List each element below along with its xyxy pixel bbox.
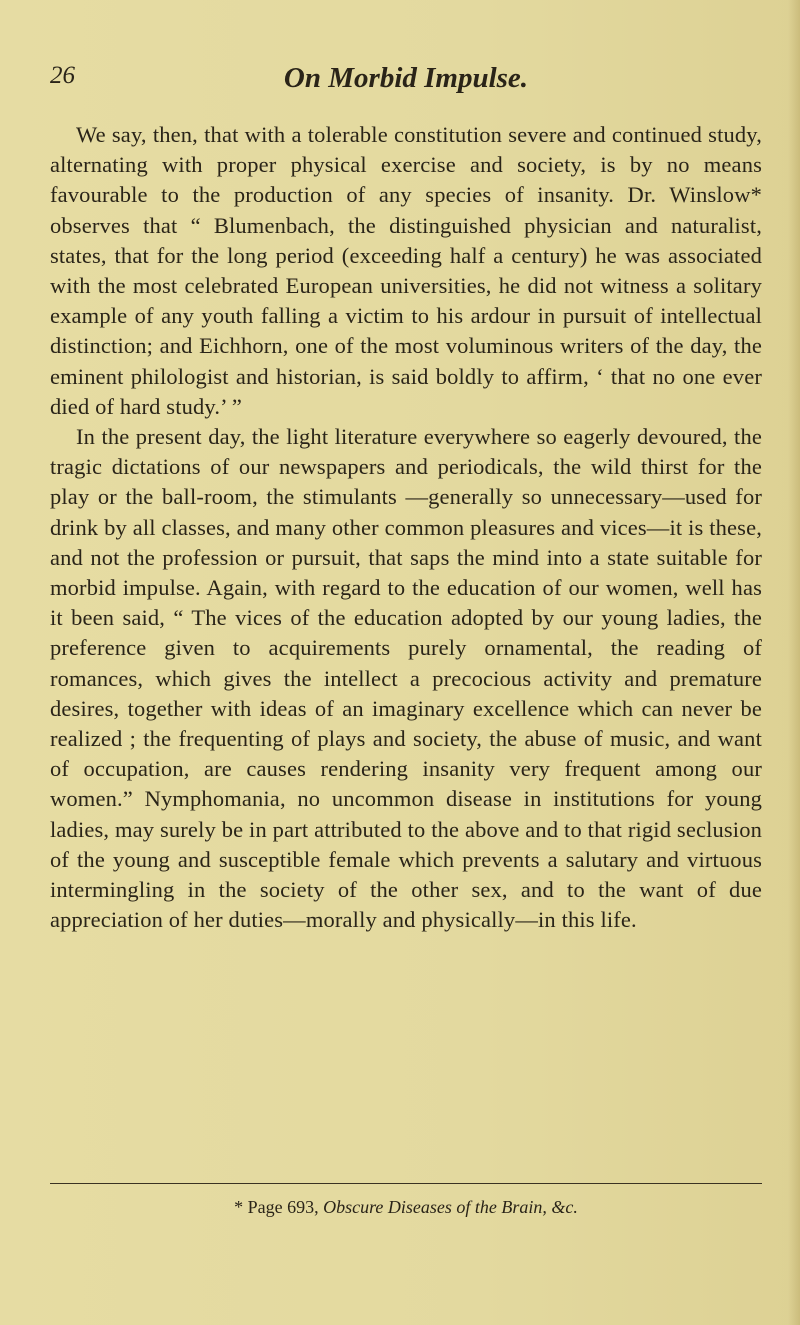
running-title: On Morbid Impulse. <box>283 62 529 94</box>
footnote <box>50 1197 762 1218</box>
footnote-divider <box>50 1183 762 1184</box>
page-edge-shadow <box>788 0 800 1325</box>
page-number: 26 <box>50 62 75 89</box>
page-header <box>50 62 762 102</box>
paragraph-1: We say, then, that with a tolerable constitution severe and continued study, alternating with proper physical exercise and society, is by no means favourable to the production of any species of insanity. Dr. Winslow* observes that “ Blumenbach, the distinguished physician and naturalist, states, that for the long period (exceeding half a century) he was associated with the most celebrated European universities, he did not witness a solitary example of any youth falling a victim to his ardour in pursuit of intellectual distinction; and Eichhorn, one of the most voluminous writers of the day, the eminent philologist and historian, is said boldly to affirm, ‘ that no one ever died of hard study.’ ” <box>50 122 762 419</box>
footnote-source: Obscure Diseases of the Brain, &c. <box>323 1197 578 1217</box>
footnote-marker: * Page 693, <box>234 1197 324 1217</box>
paragraph-2: In the present day, the light literature everywhere so eagerly devoured, the tragic dictations of our newspapers and periodicals, the wild thirst for the play or the ball-room, the stimulants —generally so unnecessary—used for drink by all classes, and many other common pleasures and vices—it is these, and not the profession or pursuit, that saps the mind into a state suitable for morbid impulse. Again, with regard to the education of our women, well has it been said, “ The vices of the education adopted by our young ladies, the preference given to acquirements purely ornamental, the reading of romances, which gives the intellect a precocious activity and premature desires, together with ideas of an imaginary excellence which can never be realized ; the frequenting of plays and society, the abuse of music, and want of occupation, are causes rendering insanity very frequent among our women.” Nymphomania, no uncommon disease in institutions for young ladies, may surely be in part attributed to the above and to that rigid seclusion of the young and susceptible female which prevents a salutary and virtuous intermingling in the society of the other sex, and to the want of due appreciation of her duties—morally and physically—in this life. <box>50 424 762 933</box>
body-text <box>50 120 762 935</box>
